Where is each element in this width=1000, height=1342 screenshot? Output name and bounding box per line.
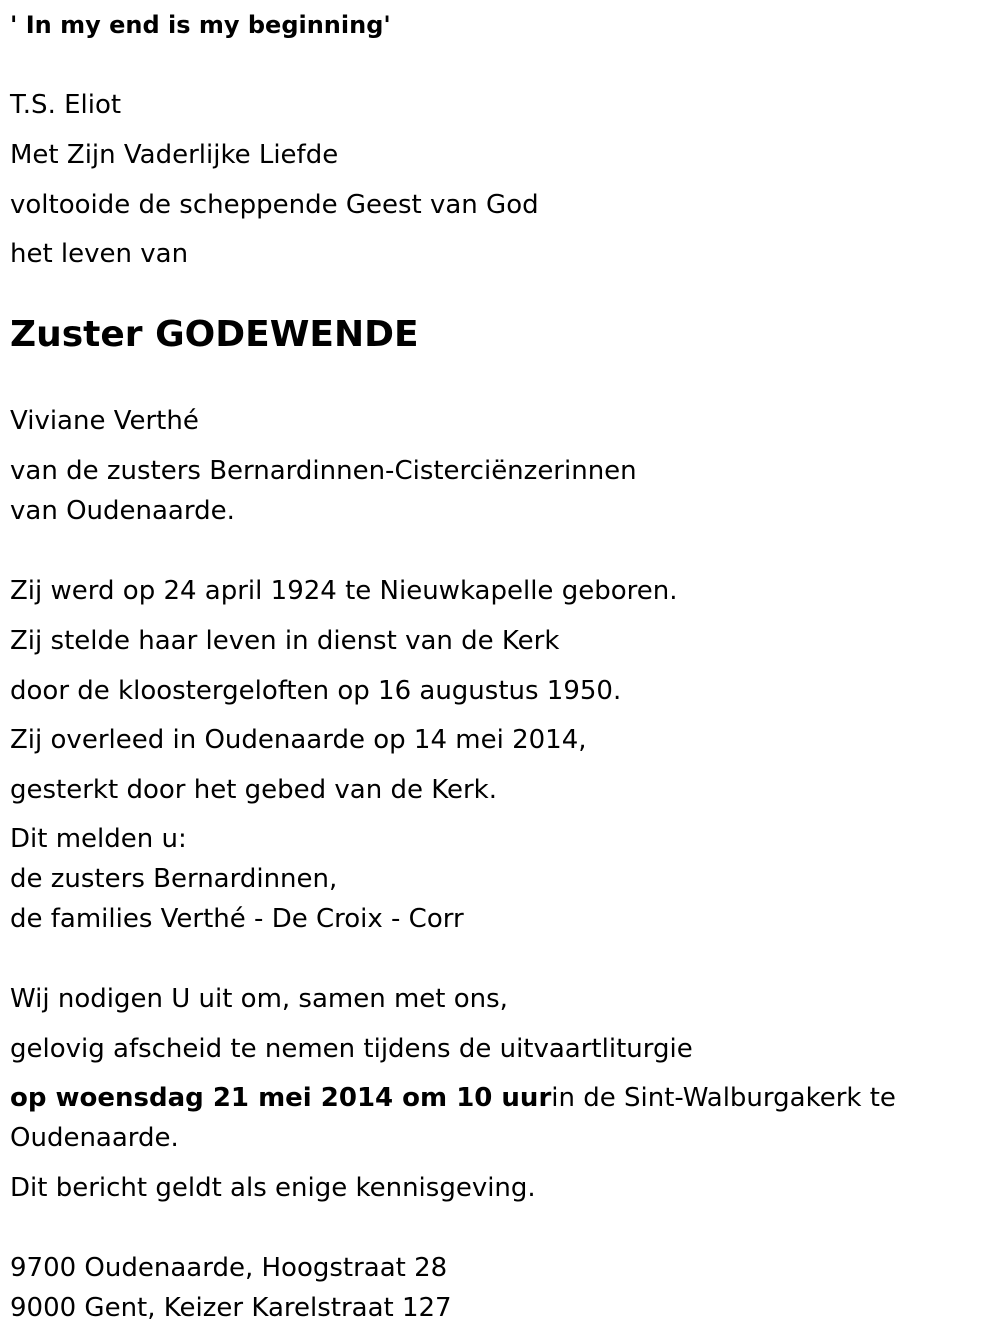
order-line: van Oudenaarde. — [10, 496, 235, 526]
address-line: 9700 Oudenaarde, Hoogstraat 28 — [10, 1253, 448, 1283]
funeral-date: op woensdag 21 mei 2014 om 10 uur — [10, 1083, 552, 1113]
funeral-location-cont: Oudenaarde. — [10, 1123, 179, 1153]
biography-line: Zij stelde haar leven in dienst van de Kerk — [10, 626, 560, 656]
intro-line: voltooide de scheppende Geest van God — [10, 190, 539, 220]
deceased-name: Zuster GODEWENDE — [10, 314, 419, 355]
quote-author: T.S. Eliot — [10, 90, 122, 120]
order-line: van de zusters Bernardinnen-Cisterciënzerinnen — [10, 456, 637, 486]
funeral-details — [10, 1083, 896, 1113]
intro-line: het leven van — [10, 239, 189, 269]
quote-text: ' In my end is my beginning' — [10, 11, 391, 39]
biography-line: door de kloostergeloften op 16 augustus 1950. — [10, 676, 622, 706]
biography-line: Zij overleed in Oudenaarde op 14 mei 2014, — [10, 725, 587, 755]
address-line: 9000 Gent, Keizer Karelstraat 127 — [10, 1293, 452, 1323]
announcer-line: Dit melden u: — [10, 824, 187, 854]
announcer-line: de families Verthé - De Croix - Corr — [10, 904, 464, 934]
biography-line: Zij werd op 24 april 1924 te Nieuwkapelle geboren. — [10, 576, 678, 606]
invitation-line: gelovig afscheid te nemen tijdens de uitvaartliturgie — [10, 1034, 693, 1064]
civil-name: Viviane Verthé — [10, 406, 199, 436]
funeral-location: in de Sint-Walburgakerk te — [551, 1083, 896, 1113]
invitation-line: Wij nodigen U uit om, samen met ons, — [10, 984, 508, 1014]
biography-line: gesterkt door het gebed van de Kerk. — [10, 775, 498, 805]
intro-line: Met Zijn Vaderlijke Liefde — [10, 140, 339, 170]
announcer-line: de zusters Bernardinnen, — [10, 864, 338, 894]
notice-line: Dit bericht geldt als enige kennisgeving. — [10, 1173, 536, 1203]
